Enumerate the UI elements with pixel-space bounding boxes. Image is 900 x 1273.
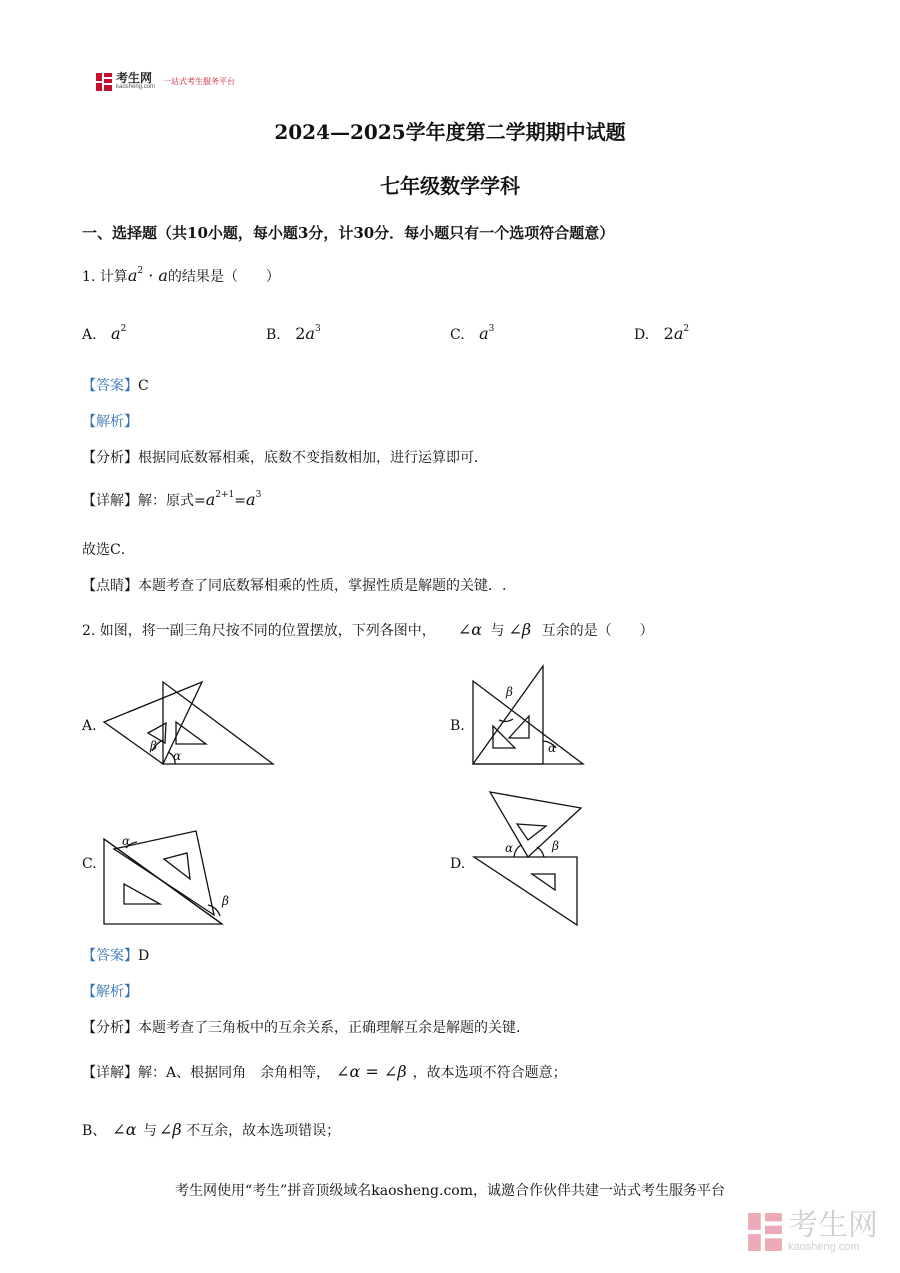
fig-b-beta: β (506, 685, 513, 699)
fig-a-beta: β (150, 739, 157, 753)
q2-fig-label-d[interactable]: D. (450, 856, 466, 872)
logo-slogan: 一站式考生服务平台 (163, 77, 236, 86)
q2-stem: 2. 如图，将一副三角尺按不同的位置摆放，下列各图中， ∠α 与 ∠β 互余的是（ ） (82, 620, 654, 639)
q2-fenxi: 【分析】本题考查了三角板中的互余关系，正确理解互余是解题的关键． (82, 1020, 530, 1036)
logo-domain: kaosheng.com (116, 84, 156, 90)
q1-answer: 【答案】C (82, 378, 149, 394)
q2-fig-label-a[interactable]: A. (82, 718, 97, 734)
logo-name: 考生网 (116, 71, 153, 85)
q1-fenxi: 【分析】根据同底数幂相乘，底数不变指数相加，进行运算即可． (82, 450, 488, 466)
q1-option-b[interactable]: B. $2a^3$ (266, 324, 321, 343)
figure-a (104, 682, 273, 764)
watermark-domain: kaosheng.com (788, 1241, 860, 1253)
page-footer: 考生网使用“考生”拼音顶级域名kaosheng.com，诚邀合作伙伴共建一站式考生服务平台 (174, 1183, 726, 1199)
watermark (748, 1208, 878, 1253)
q2-detail-b: B、 ∠α 与 ∠β 不互余，故本选项错误； (82, 1120, 341, 1139)
q1-option-c[interactable]: C. $a^3$ (450, 324, 495, 343)
watermark-name: 考生网 (788, 1208, 878, 1243)
q2-fig-label-c[interactable]: C. (82, 856, 97, 872)
q2-fig-label-b[interactable]: B. (450, 718, 465, 734)
fig-a-alpha: α (173, 749, 182, 763)
q2-analysis-tag: 【解析】 (82, 984, 138, 1000)
watermark-logo-icon (748, 1213, 782, 1251)
page-title: 2024—2025学年度第二学期期中试题 (274, 120, 626, 144)
q2-detail-a: 【详解】解：A、根据同角 余角相等， ∠α = ∠β ，故本选项不符合题意； (82, 1062, 567, 1081)
figure-b (473, 666, 583, 764)
figure-d (474, 792, 581, 925)
fig-c-beta: β (222, 894, 229, 908)
q1-stem: 1. 计算$a^2 \cdot a$的结果是（ ） (82, 266, 280, 285)
section-heading: 一、选择题（共10小题，每小题3分，计30分．每小题只有一个选项符合题意） (82, 224, 615, 242)
q1-conclusion: 故选C． (82, 542, 135, 558)
q1-option-d[interactable]: D. $2a^2$ (634, 324, 690, 343)
page-subtitle: 七年级数学学科 (380, 174, 520, 198)
fig-c-alpha: α (122, 834, 131, 848)
q1-detail: 【详解】解：原式$=a^{2+1}=a^3$ (82, 490, 262, 509)
fig-d-alpha: α (505, 841, 514, 855)
fig-b-alpha: α (548, 741, 557, 755)
q2-answer: 【答案】D (82, 948, 150, 964)
fig-d-beta: β (552, 839, 559, 853)
q1-comment: 【点睛】本题考查了同底数幂相乘的性质，掌握性质是解题的关键．. (82, 578, 507, 594)
q1-option-a[interactable]: A. $a^2$ (82, 324, 127, 343)
q1-analysis-tag: 【解析】 (82, 414, 138, 430)
